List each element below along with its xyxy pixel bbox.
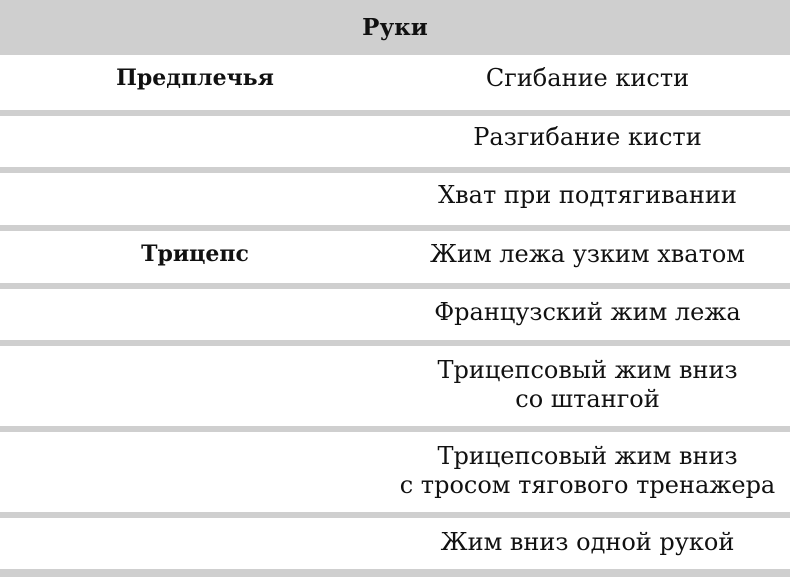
muscle-group-triceps: Трицепс (141, 241, 249, 267)
exercise-cell: Жим вниз одной рукой (440, 528, 735, 556)
exercise-cell: Французский жим лежа (434, 298, 741, 326)
row-divider (0, 512, 790, 518)
row-divider (0, 340, 790, 346)
exercise-cell: Сгибание кисти (485, 64, 690, 92)
exercise-cell: Хват при подтягивании (438, 181, 737, 209)
exercise-line: с тросом тягового тренажера (399, 471, 776, 499)
row-divider (0, 426, 790, 432)
exercise-line: со штангой (515, 385, 660, 413)
row-divider (0, 225, 790, 231)
table-header (0, 0, 790, 55)
exercise-cell (385, 442, 790, 500)
exercise-cell: Разгибание кисти (473, 123, 702, 151)
muscle-group-forearms: Предплечья (116, 65, 274, 91)
table-title: Руки (362, 14, 428, 41)
row-divider (0, 167, 790, 173)
row-divider (0, 569, 790, 577)
exercise-cell: Жим лежа узким хватом (430, 240, 745, 268)
row-divider (0, 110, 790, 116)
row-divider (0, 283, 790, 289)
exercise-line: Трицепсовый жим вниз (437, 442, 738, 470)
exercise-cell (385, 356, 790, 414)
exercise-line: Трицепсовый жим вниз (437, 356, 738, 384)
